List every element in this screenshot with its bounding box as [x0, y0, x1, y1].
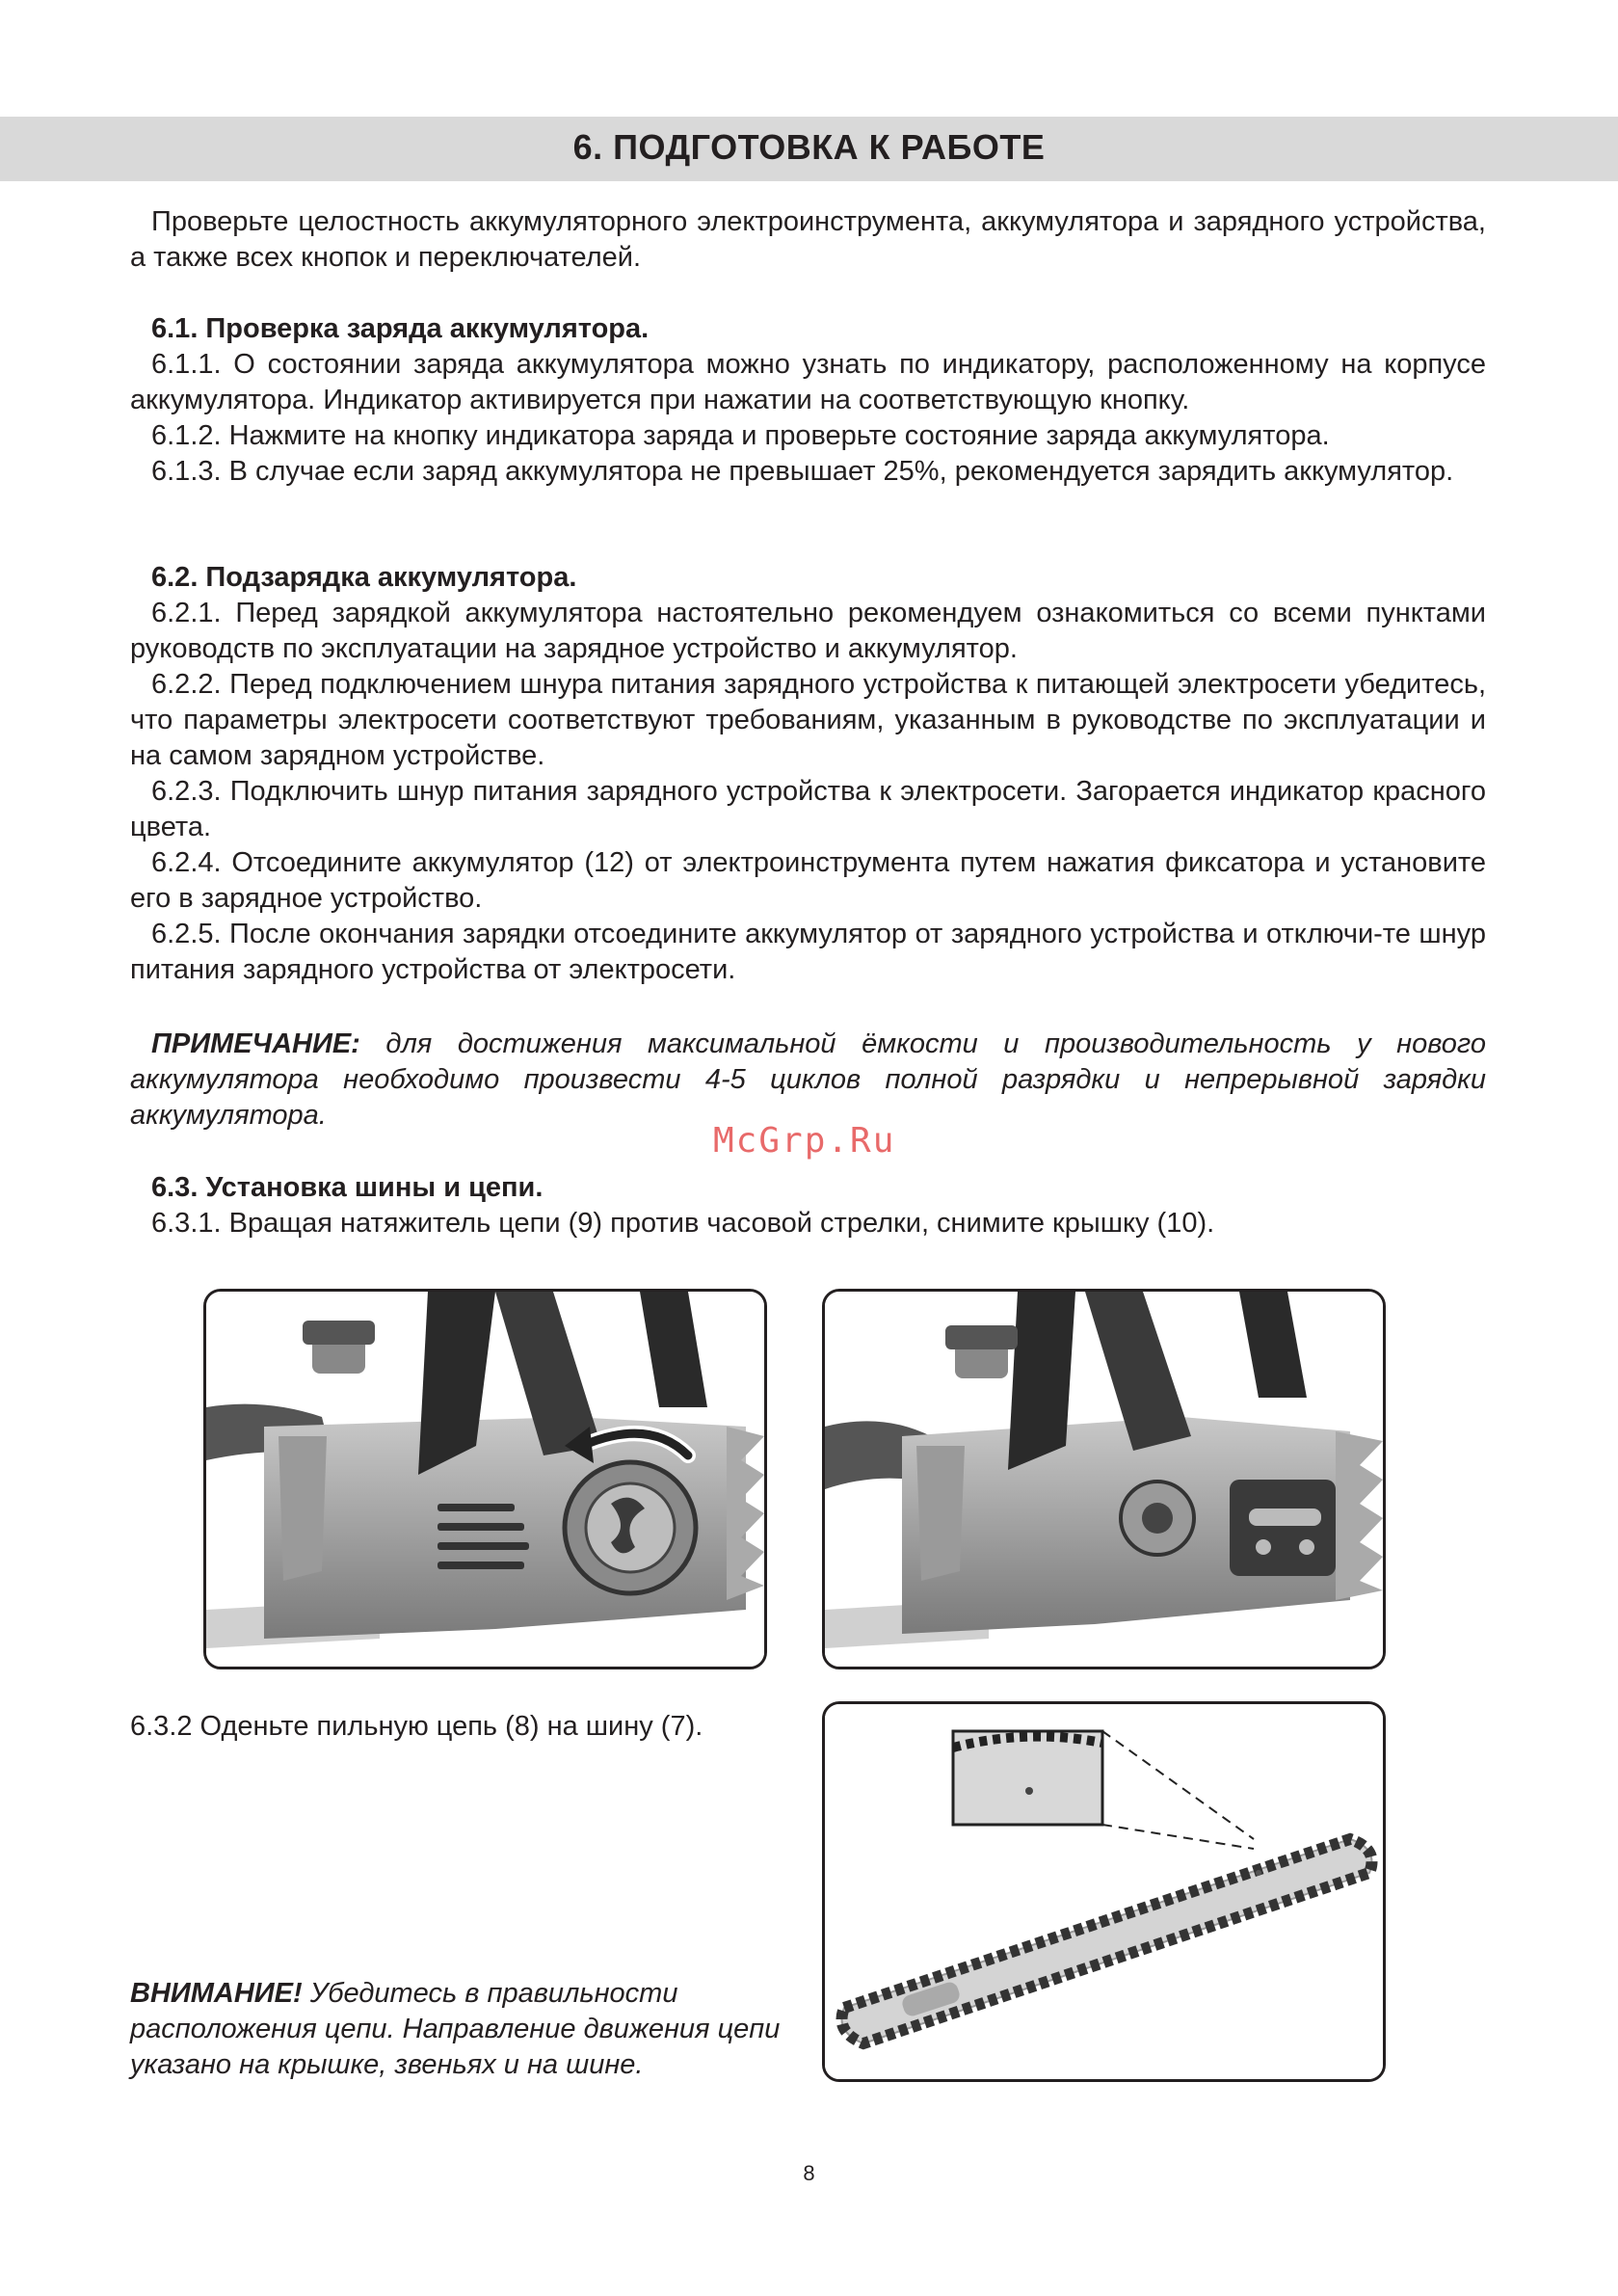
para-6-3-2: 6.3.2 Оденьте пильную цепь (8) на шину (7).	[130, 1711, 703, 1742]
para-6-2-1: 6.2.1. Перед зарядкой аккумулятора настоятельно рекомендуем ознакомиться со всеми пунктами руководств по эксплуатации на зарядное устройство и аккумулятор.	[130, 598, 1486, 664]
warning-label: ВНИМАНИЕ!	[130, 1978, 303, 2009]
para-6-2-2: 6.2.2. Перед подключением шнура питания зарядного устройства к питающей электросети убедитесь, что параметры электросети соответствуют требованиям, указанным в руководстве по эксплуатации и на самом зарядном устройстве.	[130, 669, 1486, 771]
warning-block	[130, 1976, 795, 2083]
note-label: ПРИМЕЧАНИЕ:	[151, 1028, 360, 1059]
chainsaw-cover-illustration	[206, 1292, 764, 1667]
photo-chain-on-bar	[822, 1701, 1386, 2082]
heading-6-2: 6.2. Подзарядка аккумулятора.	[151, 562, 577, 593]
section-title: 6. ПОДГОТОВКА К РАБОТЕ	[572, 127, 1046, 167]
note-text: для достижения максимальной ёмкости и производительность у нового аккумулятора необходимо произвести 4-5 циклов полной разрядки и непрерывной зарядки аккумулятора.	[130, 1028, 1486, 1131]
intro-paragraph: Проверьте целостность аккумуляторного электроинструмента, аккумулятора и зарядного устройства, а также всех кнопок и переключателей.	[130, 206, 1486, 273]
note-block	[130, 1027, 1486, 1134]
chainsaw-open-illustration	[825, 1292, 1383, 1667]
para-6-1-3: 6.1.3. В случае если заряд аккумулятора не превышает 25%, рекомендуется зарядить аккумулятор.	[151, 456, 1454, 487]
warning-text: Убедитесь в правильности расположения цепи. Направление движения цепи указано на крышке, звеньях и на шине.	[130, 1978, 781, 2080]
intro-block	[130, 204, 1486, 276]
section-6-2	[130, 560, 1486, 988]
para-6-2-3: 6.2.3. Подключить шнур питания зарядного устройства к электросети. Загорается индикатор красного цвета.	[130, 776, 1486, 842]
para-6-1-1: 6.1.1. О состоянии заряда аккумулятора можно узнать по индикатору, расположенному на корпусе аккумулятора. Индикатор активируется при нажатии на соответствующую кнопку.	[130, 349, 1486, 415]
para-6-3-1: 6.3.1. Вращая натяжитель цепи (9) против часовой стрелки, снимите крышку (10).	[151, 1208, 1215, 1239]
photo-cover-removal	[203, 1289, 767, 1669]
para-6-2-5: 6.2.5. После окончания зарядки отсоедините аккумулятор от зарядного устройства и отключи-те шнур питания зарядного устройства от электросети.	[130, 919, 1486, 985]
page-number: 8	[803, 2161, 815, 2185]
section-6-3	[130, 1170, 1486, 1241]
heading-6-3: 6.3. Установка шины и цепи.	[151, 1172, 544, 1203]
chain-bar-illustration	[825, 1704, 1383, 2079]
photo-cover-removed	[822, 1289, 1386, 1669]
watermark: McGrp.Ru	[713, 1121, 896, 1161]
section-6-1	[130, 311, 1486, 490]
note-paragraph	[130, 1027, 1486, 1134]
para-6-2-4: 6.2.4. Отсоедините аккумулятор (12) от электроинструмента путем нажатия фиксатора и установите его в зарядное устройство.	[130, 847, 1486, 914]
heading-6-1: 6.1. Проверка заряда аккумулятора.	[151, 313, 650, 344]
para-6-1-2: 6.1.2. Нажмите на кнопку индикатора заряда и проверьте состояние заряда аккумулятора.	[151, 420, 1330, 451]
